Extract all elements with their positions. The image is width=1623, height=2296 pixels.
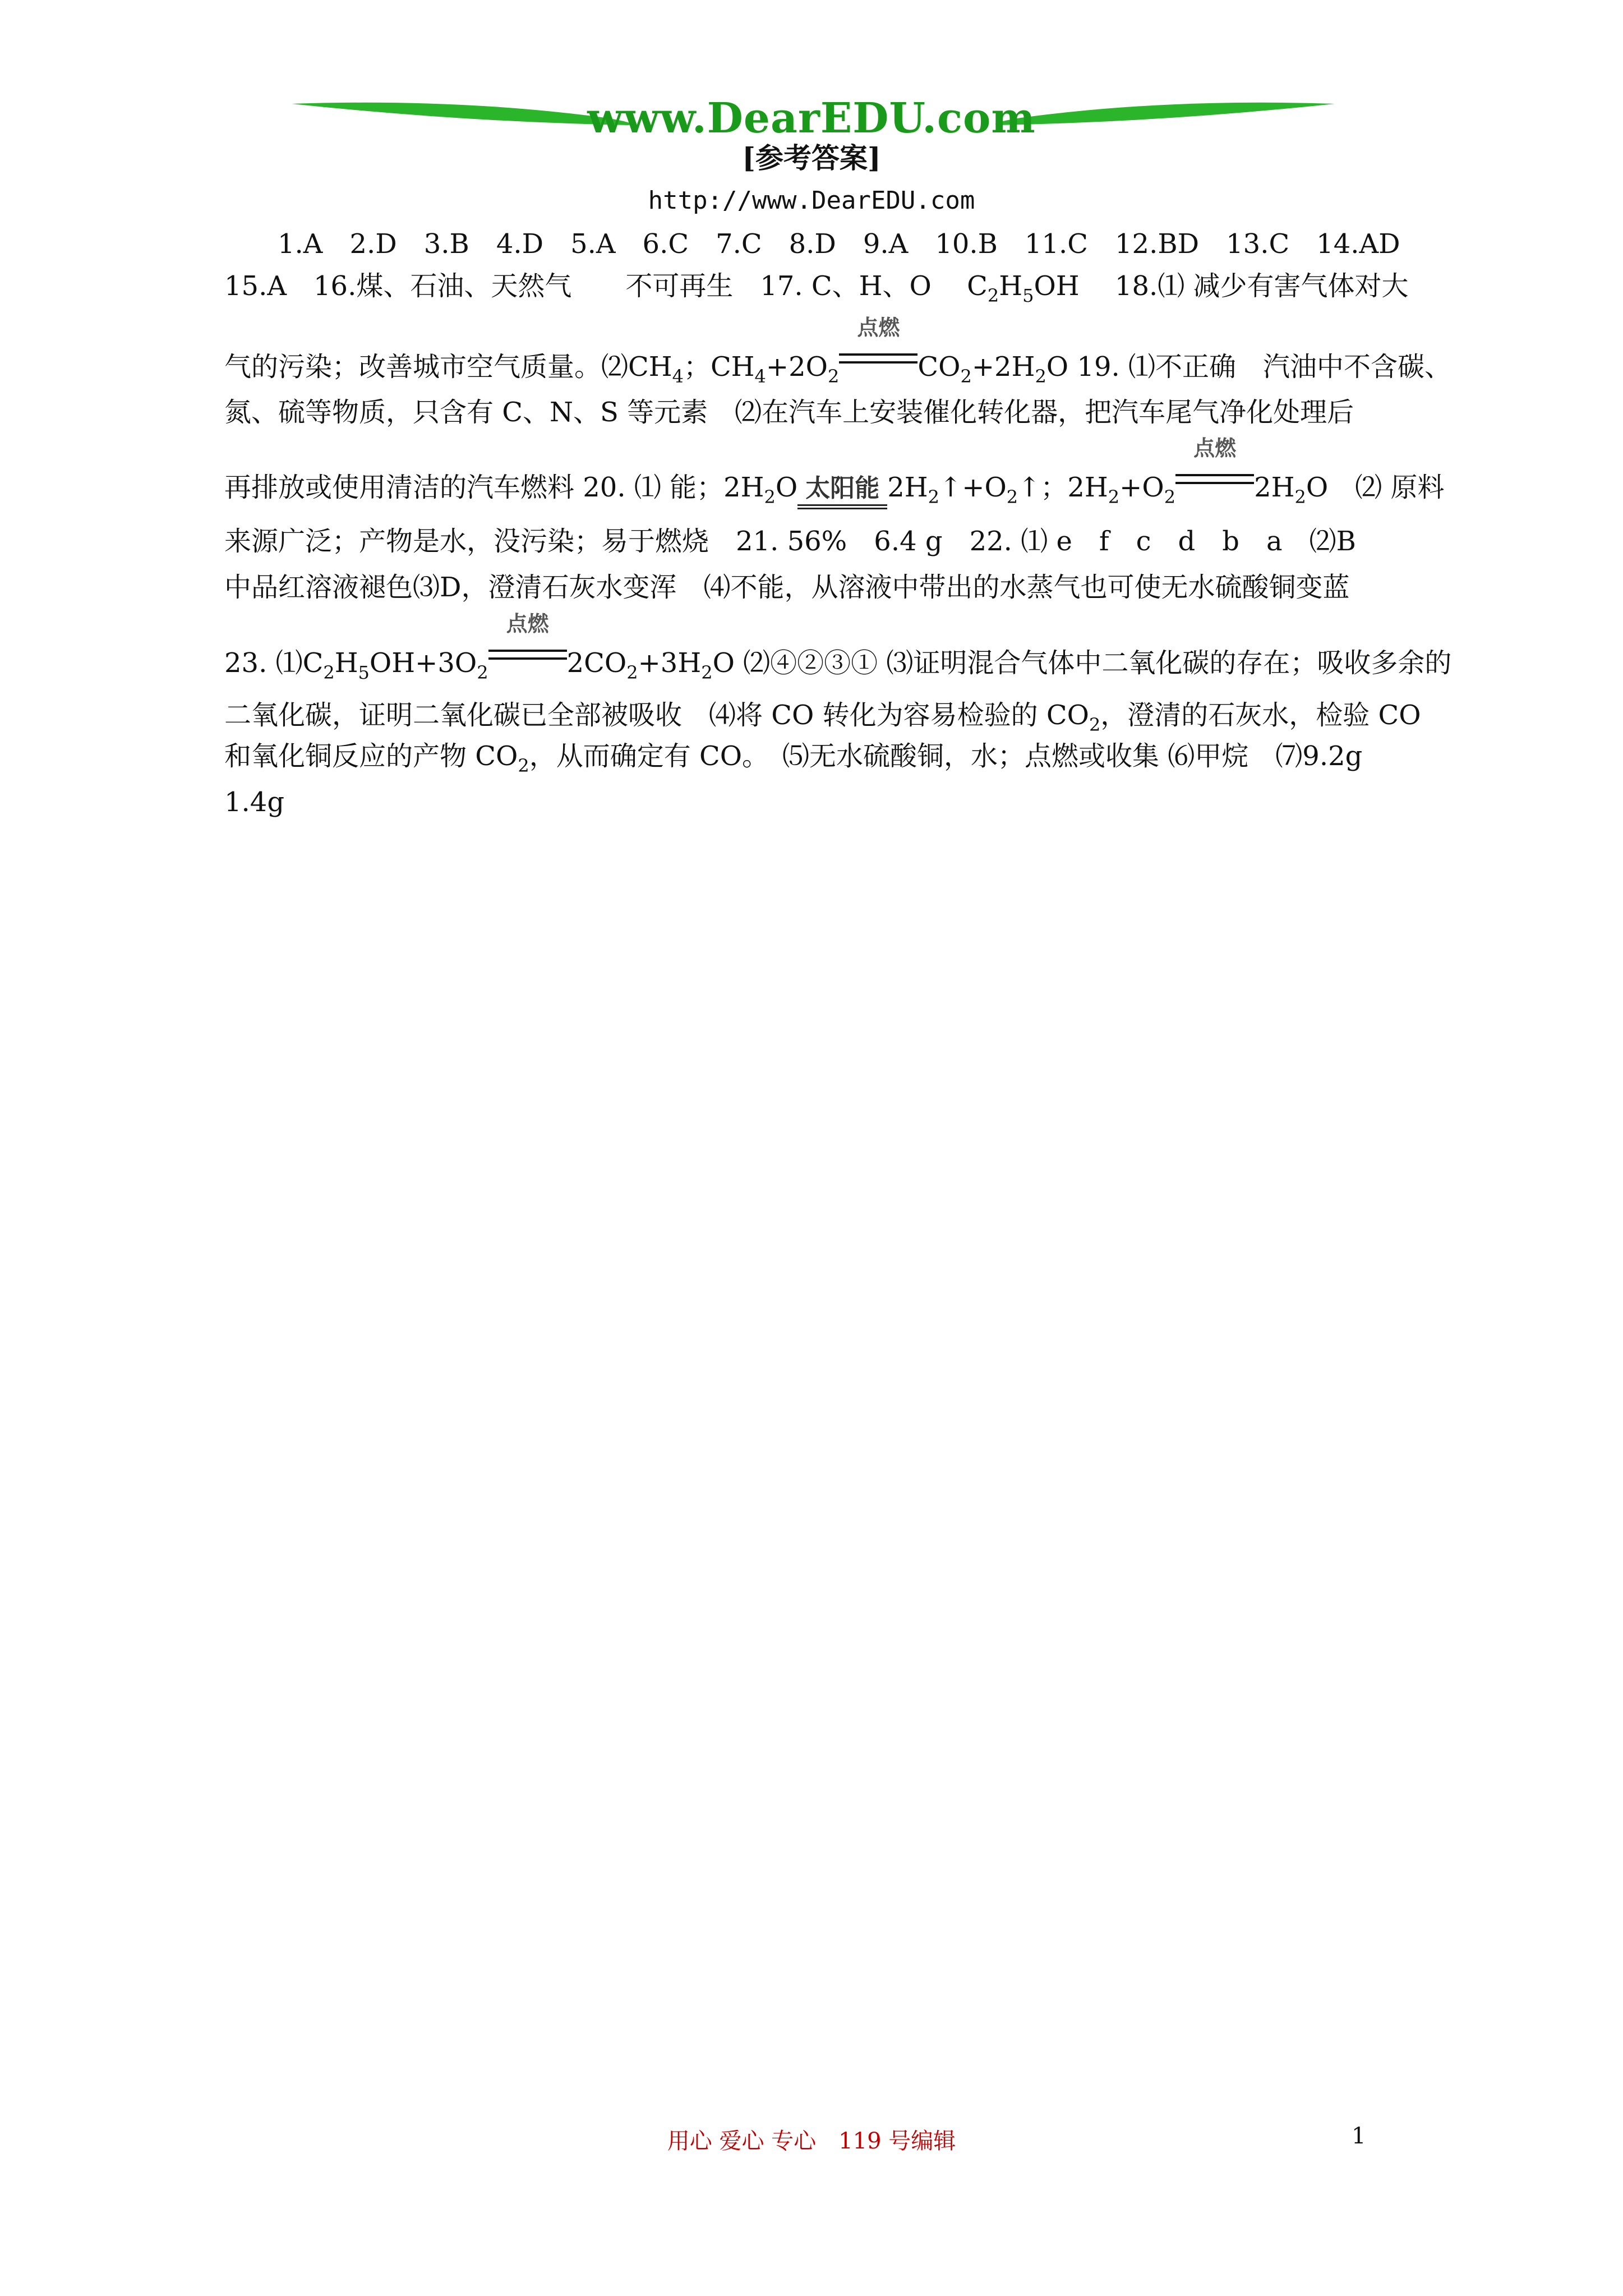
page-number: 1: [1352, 2123, 1366, 2149]
ignite-condition: 点燃: [1175, 463, 1254, 496]
answer-line-10: 和氧化铜反应的产物 $CO_2$，从而确定有 CO。 ⑸无水硫酸铜，水；点燃或收集 ⑹甲烷 ⑺9.2g: [224, 740, 1363, 776]
answer-line-1: 1.A 2.D 3.B 4.D 5.A 6.C 7.C 8.D 9.A 10.B 11.C 12.BD 13.C 14.AD: [278, 228, 1400, 260]
section-title: [参考答案]: [742, 141, 881, 174]
answer-line-3: 气的污染；改善城市空气质量。$⑵CH_4$；$CH_4+2O_2$ 点燃 $CO_2+2H_2O$ 19. ⑴不正确 汽油中不含碳、: [224, 315, 1452, 387]
site-title: www.DearEDU.com: [587, 94, 1036, 142]
solar-condition: 太阳能: [797, 473, 887, 509]
ignite-condition: 点燃: [839, 342, 917, 376]
answer-line-6: 来源广泛；产物是水，没污染；易于燃烧 21. 56% 6.4 g 22. ⑴ e f c d b a ⑵B: [224, 526, 1356, 557]
ignite-condition: 点燃: [488, 638, 567, 672]
answer-line-2: 15.A 16.煤、石油、天然气 不可再生 17. C、H、O $C_2H_5OH$ 18.⑴ 减少有害气体对大: [224, 270, 1409, 306]
footer-note: 用心 爱心 专心 119 号编辑: [667, 2128, 956, 2154]
answer-line-4: 氮、硫等物质，只含有 C、N、S 等元素 ⑵在汽车上安装催化转化器，把汽车尾气净化处理后: [224, 397, 1354, 428]
answer-line-8: 23. $⑴C_2H_5OH+3O_2$ 点燃 $2CO_2+3H_2O$ ⑵④②③① ⑶证明混合气体中二氧化碳的存在；吸收多余的: [224, 611, 1452, 683]
answer-line-5: 再排放或使用清洁的汽车燃料 20. ⑴ 能；$2H_2O$ 太阳能 $2H_2↑+O_2↑$；$2H_2+O_2$ 点燃 $2H_2O$ ⑵ 原料: [224, 463, 1419, 496]
answer-line-11: 1.4g: [224, 786, 285, 818]
answer-line-7: 中品红溶液褪色⑶D，澄清石灰水变浑 ⑷不能，从溶液中带出的水蒸气也可使无水硫酸铜变蓝: [224, 572, 1350, 603]
answer-line-9: 二氧化碳，证明二氧化碳已全部被吸收 ⑷将 CO 转化为容易检验的 $CO_2$，澄清的石灰水，检验 CO: [224, 700, 1421, 735]
site-url: http://www.DearEDU.com: [648, 186, 975, 215]
